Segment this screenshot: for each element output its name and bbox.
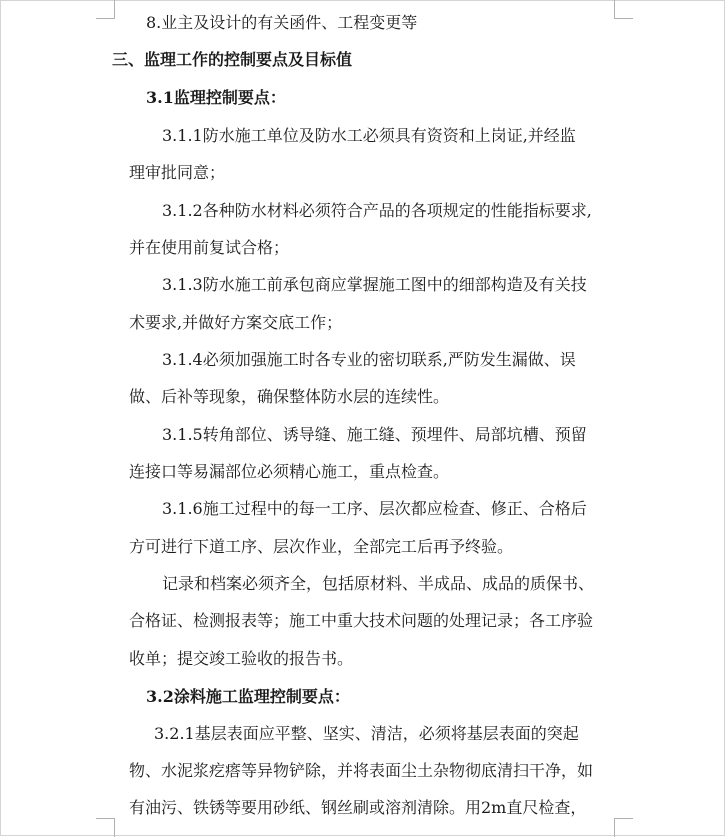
para-3-2-1-line-3: 有油污、铁锈等要用砂纸、钢丝刷或溶剂清除。用2m直尺检查， <box>129 798 587 817</box>
section-3-title: 三、监理工作的控制要点及目标值 <box>112 50 353 69</box>
para-3-1-4-line-1: 3.1.4必须加强施工时各专业的密切联系,严防发生漏做、误 <box>162 350 576 369</box>
para-3-1-6-line-1: 3.1.6施工过程中的每一工序、层次都应检查、修正、合格后 <box>162 499 587 518</box>
para-3-1-1-line-2: 理审批同意； <box>129 163 226 182</box>
para-3-2-1-line-2: 物、水泥浆疙瘩等异物铲除，并将表面尘土杂物彻底清扫干净，如 <box>129 761 594 780</box>
para-3-1-1-line-1: 3.1.1防水施工单位及防水工必须具有资资和上岗证,并经监 <box>162 126 576 145</box>
para-3-1-2-line-2: 并在使用前复试合格； <box>129 238 290 257</box>
para-3-1-2-line-1: 3.1.2各种防水材料必须符合产品的各项规定的性能指标要求, <box>162 201 592 220</box>
para-3-1-4-line-2: 做、后补等现象，确保整体防水层的连续性。 <box>129 387 450 406</box>
para-3-2-1-line-1: 3.2.1基层表面应平整、坚实、清洁，必须将基层表面的突起 <box>154 724 579 743</box>
margin-corner-top-left <box>96 0 115 19</box>
para-3-1-3-line-1: 3.1.3防水施工前承包商应掌握施工图中的细部构造及有关技 <box>162 275 587 294</box>
para-3-1-3-line-2: 术要求,并做好方案交底工作； <box>129 313 343 332</box>
para-3-1-6-line-2: 方可进行下道工序、层次作业，全部完工后再予终验。 <box>129 537 514 556</box>
para-records-line-1: 记录和档案必须齐全，包括原材料、半成品、成品的质保书、 <box>162 574 595 593</box>
para-3-1-5-line-2: 连接口等易漏部位必须精心施工，重点检查。 <box>129 462 450 481</box>
para-records-line-2: 合格证、检测报表等；施工中重大技术问题的处理记录；各工序验 <box>129 611 594 630</box>
margin-corner-top-right <box>614 0 633 19</box>
para-records-line-3: 收单；提交竣工验收的报告书。 <box>129 649 354 668</box>
subsection-3-1-title: 3.1监理控制要点： <box>146 88 286 107</box>
list-item-8: 8.业主及设计的有关函件、工程变更等 <box>146 13 418 32</box>
margin-corner-bottom-right <box>614 818 633 837</box>
margin-corner-bottom-left <box>96 818 115 837</box>
subsection-3-2-title: 3.2涂料施工监理控制要点： <box>146 687 350 706</box>
para-3-1-5-line-1: 3.1.5转角部位、诱导缝、施工缝、预埋件、局部坑槽、预留 <box>162 425 587 444</box>
